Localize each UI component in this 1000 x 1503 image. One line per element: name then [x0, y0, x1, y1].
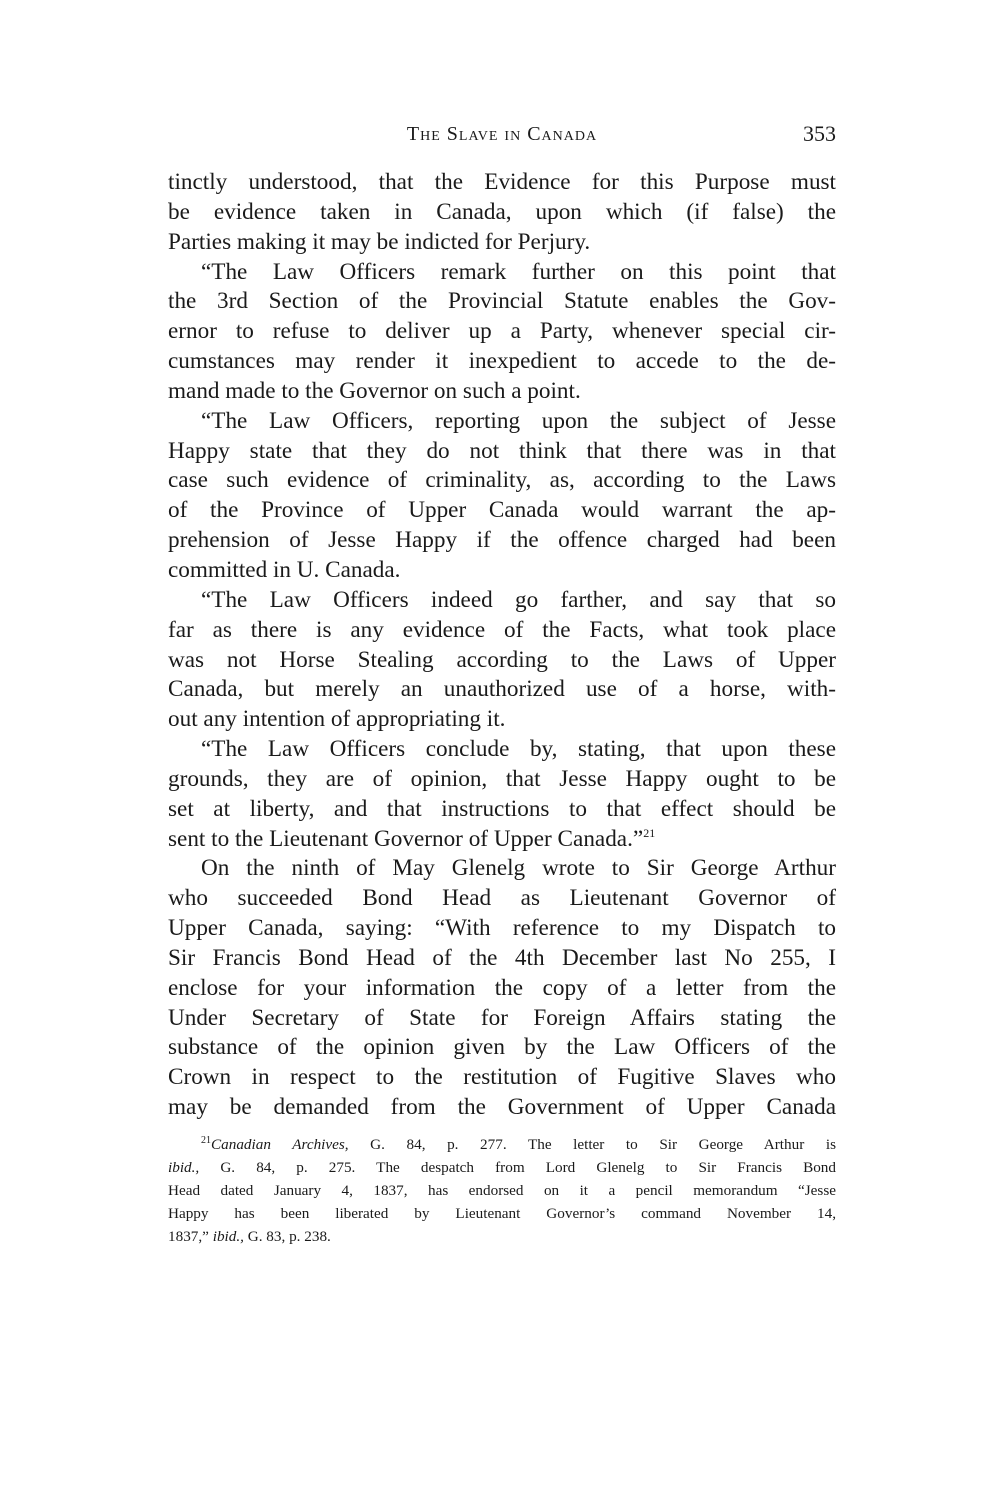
- footnote-text: G. 84, p. 275. The despatch from Lord Glenelg to Sir Francis Bond: [199, 1159, 836, 1176]
- footnote-italic: ibid.,: [208, 1228, 244, 1245]
- text-line: set at liberty, and that instructions to that effect should be: [168, 795, 836, 822]
- text-line: “The Law Officers indeed go farther, and say that so: [201, 586, 836, 613]
- text-line: substance of the opinion given by the Law Officers of the: [168, 1034, 836, 1061]
- footnote-text: G. 84, p. 277. The letter to Sir George Arthur is: [348, 1136, 836, 1153]
- footnote-italic: ibid.,: [168, 1159, 200, 1176]
- text-line: Under Secretary of State for Foreign Affairs stating the: [168, 1004, 836, 1031]
- page-number: 353: [803, 121, 836, 146]
- footnote-line: Head dated January 4, 1837, has endorsed on it a pencil memorandum “Jesse: [168, 1182, 836, 1199]
- text-line: tinctly understood, that the Evidence for this Purpose must: [168, 169, 836, 195]
- running-head: [168, 118, 836, 150]
- text-line: On the ninth of May Glenelg wrote to Sir George Arthur: [201, 855, 836, 882]
- text-line: Sir Francis Bond Head of the 4th December last No 255, I: [168, 944, 836, 971]
- text-line: “The Law Officers remark further on this point that: [201, 258, 836, 285]
- text-line: prehension of Jesse Happy if the offence charged had been: [168, 527, 836, 554]
- footnote-line: [168, 1225, 836, 1248]
- footnote: [168, 1133, 836, 1248]
- text-line: out any intention of appropriating it.: [168, 706, 506, 733]
- text-line: the 3rd Section of the Provincial Statute enables the Gov-: [168, 288, 836, 315]
- text-line-with-footnote: [168, 825, 836, 855]
- text-line: committed in U. Canada.: [168, 556, 401, 583]
- text-line: “The Law Officers conclude by, stating, that upon these: [201, 736, 836, 763]
- text-line: be evidence taken in Canada, upon which (if false) the: [168, 198, 836, 225]
- text-line: Upper Canada, saying: “With reference to my Dispatch to: [168, 915, 836, 942]
- text-line: case such evidence of criminality, as, according to the Laws: [168, 467, 836, 494]
- text-line: Happy state that they do not think that there was in that: [168, 437, 836, 464]
- text-line: was not Horse Stealing according to the Laws of Upper: [168, 646, 836, 673]
- text-line: may be demanded from the Government of Upper Canada: [168, 1094, 836, 1121]
- text-line: Canada, but merely an unauthorized use of a horse, with-: [168, 676, 836, 703]
- text-line: far as there is any evidence of the Facts, what took place: [168, 616, 836, 643]
- text-line: ernor to refuse to deliver up a Party, whenever special cir-: [168, 318, 836, 345]
- text-line: “The Law Officers, reporting upon the subject of Jesse: [201, 407, 836, 434]
- footnote-text: G. 83, p. 238.: [243, 1228, 331, 1245]
- text-line: cumstances may render it inexpedient to accede to the de-: [168, 348, 836, 375]
- footnote-reference: 21: [643, 825, 656, 840]
- text-line: mand made to the Governor on such a point.: [168, 377, 581, 404]
- footnote-line: [168, 1133, 836, 1156]
- footnote-line: Happy has been liberated by Lieutenant Governor’s command November 14,: [168, 1205, 836, 1222]
- text-line-content: sent to the Lieutenant Governor of Upper Canada.”: [168, 825, 644, 852]
- footnote-italic: Canadian Archives,: [211, 1136, 349, 1153]
- text-line: Parties making it may be indicted for Perjury.: [168, 228, 591, 255]
- footnote-line: [168, 1156, 836, 1179]
- footnote-text: 1837,”: [168, 1228, 209, 1245]
- footnote-marker: 21: [201, 1135, 211, 1146]
- text-line: Crown in respect to the restitution of Fugitive Slaves who: [168, 1064, 836, 1091]
- text-line: of the Province of Upper Canada would warrant the ap-: [168, 497, 836, 524]
- text-line: who succeeded Bond Head as Lieutenant Governor of: [168, 885, 836, 912]
- running-title: The Slave in Canada: [406, 123, 598, 145]
- text-line: enclose for your information the copy of a letter from the: [168, 974, 836, 1001]
- text-line: grounds, they are of opinion, that Jesse Happy ought to be: [168, 765, 836, 792]
- body-text: [168, 168, 836, 1123]
